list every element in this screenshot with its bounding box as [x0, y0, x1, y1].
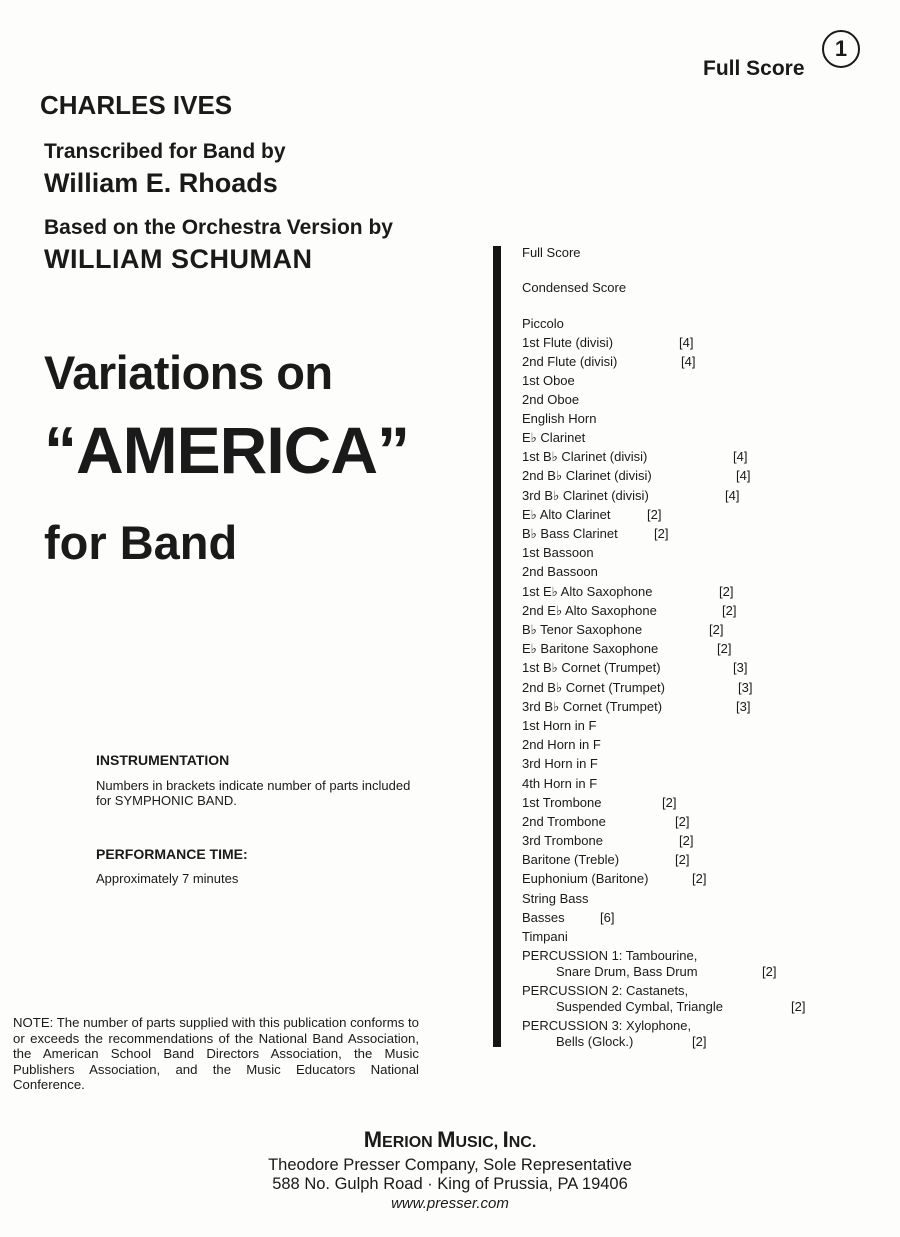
- instrument-label: PERCUSSION 3: Xylophone,: [522, 1018, 692, 1033]
- instrument-label-continuation: Suspended Cymbal, Triangle: [556, 999, 723, 1014]
- instrument-label: String Bass: [522, 891, 589, 906]
- instrument-label: 1st B♭ Cornet (Trumpet): [522, 660, 661, 675]
- instrument-item: [522, 929, 568, 948]
- instrumentation-heading: INSTRUMENTATION: [96, 752, 230, 768]
- instrument-item: [522, 280, 626, 299]
- instrument-item: [522, 948, 777, 979]
- instrument-item: [522, 1018, 707, 1049]
- instrument-item: [522, 507, 662, 526]
- instrument-label: 1st Trombone: [522, 795, 602, 810]
- instrument-item: [522, 411, 596, 430]
- instrument-item: [522, 699, 751, 718]
- instrument-item: [522, 545, 594, 564]
- page-number-badge: 1: [822, 30, 860, 68]
- instrument-label: 1st Horn in F: [522, 718, 597, 733]
- based-on-label: Based on the Orchestra Version by: [44, 216, 393, 239]
- part-count: [2]: [675, 814, 690, 829]
- instrument-label: 1st Bassoon: [522, 545, 594, 560]
- instrument-label: 3rd B♭ Cornet (Trumpet): [522, 699, 663, 714]
- instrument-label: 2nd Oboe: [522, 392, 580, 407]
- instrument-label: Euphonium (Baritone): [522, 871, 649, 886]
- instrument-item: [522, 526, 669, 545]
- instrument-item: [522, 680, 753, 699]
- part-count: [4]: [733, 449, 748, 464]
- instrument-label: Piccolo: [522, 316, 564, 331]
- part-count: [6]: [600, 910, 615, 925]
- instrument-label: 2nd Trombone: [522, 814, 606, 829]
- instrument-label: 3rd Horn in F: [522, 756, 598, 771]
- arranger-name: William E. Rhoads: [44, 168, 278, 198]
- instrument-label: 2nd Flute (divisi): [522, 354, 618, 369]
- instrument-label: B♭ Tenor Saxophone: [522, 622, 643, 637]
- divider-bar: [493, 246, 501, 1047]
- part-count: [2]: [722, 603, 737, 618]
- part-count: [4]: [725, 488, 740, 503]
- instrument-item: [522, 622, 724, 641]
- instrument-label: 2nd B♭ Clarinet (divisi): [522, 468, 652, 483]
- instrument-label: E♭ Clarinet: [522, 430, 586, 445]
- instrument-label: 4th Horn in F: [522, 776, 598, 791]
- instrument-item: [522, 430, 585, 449]
- performance-time-text: Approximately 7 minutes: [96, 871, 239, 886]
- part-count: [4]: [736, 468, 751, 483]
- instrument-label: 1st E♭ Alto Saxophone: [522, 584, 653, 599]
- instrument-label: 2nd B♭ Cornet (Trumpet): [522, 680, 665, 695]
- publisher-name: MERION MUSIC, INC.: [363, 1127, 537, 1152]
- instrument-item: [522, 871, 707, 890]
- instrument-label: 2nd Bassoon: [522, 564, 598, 579]
- instrument-item: [522, 373, 575, 392]
- title-line-1: Variations on: [44, 346, 333, 399]
- orchestrator-name: WILLIAM SCHUMAN: [44, 244, 313, 274]
- instrument-item: [522, 891, 588, 910]
- instrumentation-text: Numbers in brackets indicate number of parts included for SYMPHONIC BAND.: [96, 778, 411, 808]
- instrument-label: 3rd B♭ Clarinet (divisi): [522, 488, 649, 503]
- instrument-label: 1st Oboe: [522, 373, 575, 388]
- instrument-label: PERCUSSION 1: Tambourine,: [522, 948, 698, 963]
- publisher-representative: Theodore Presser Company, Sole Representative: [268, 1156, 632, 1174]
- part-count: [2]: [662, 795, 677, 810]
- part-count: [3]: [736, 699, 751, 714]
- publisher-address: 588 No. Gulph Road · King of Prussia, PA 19406: [272, 1175, 628, 1193]
- instrument-item: [522, 564, 598, 583]
- part-count: [2]: [675, 852, 690, 867]
- part-count: [2]: [679, 833, 694, 848]
- instrument-label: English Horn: [522, 411, 597, 426]
- part-count: [2]: [692, 871, 707, 886]
- part-count: [2]: [719, 584, 734, 599]
- transcribed-label: Transcribed for Band by: [44, 140, 286, 163]
- instrument-item: [522, 983, 806, 1014]
- instrument-item: [522, 660, 748, 679]
- part-count: [2]: [709, 622, 724, 637]
- instrument-item: [522, 910, 615, 929]
- instrument-item: [522, 718, 596, 737]
- instrument-label: Timpani: [522, 929, 568, 944]
- instrument-item: [522, 335, 694, 354]
- part-count: [2]: [692, 1034, 707, 1049]
- instrument-item: [522, 468, 751, 487]
- instrument-item: [522, 776, 597, 795]
- instrument-label: E♭ Baritone Saxophone: [522, 641, 659, 656]
- instrument-item: [522, 449, 748, 468]
- score-type-label: Full Score: [703, 57, 805, 80]
- instrument-item: [522, 603, 737, 622]
- part-count: [2]: [647, 507, 662, 522]
- instrument-item: [522, 814, 690, 833]
- parts-note: NOTE: The number of parts supplied with this publication conforms to or exceeds the recommendations of the National Band Association, the American School Band Directors Association, the Music Publishers Association, and the Music Educators National Conference.: [13, 1015, 419, 1092]
- part-count: [2]: [654, 526, 669, 541]
- instrument-item: [522, 354, 696, 373]
- part-count: [2]: [791, 999, 806, 1014]
- instrument-label: 1st Flute (divisi): [522, 335, 614, 350]
- performance-time-heading: PERFORMANCE TIME:: [96, 846, 248, 862]
- instrument-label: Condensed Score: [522, 280, 627, 295]
- instrument-item: [522, 392, 579, 411]
- instrument-label: 1st B♭ Clarinet (divisi): [522, 449, 648, 464]
- instrument-label: PERCUSSION 2: Castanets,: [522, 983, 689, 998]
- instrument-label: Baritone (Treble): [522, 852, 620, 867]
- instrument-label: 2nd E♭ Alto Saxophone: [522, 603, 657, 618]
- instrument-item: [522, 584, 734, 603]
- title-line-2: “AMERICA”: [44, 413, 409, 487]
- instrument-label: Basses: [522, 910, 565, 925]
- part-count: [2]: [762, 964, 777, 979]
- instrument-item: [522, 737, 601, 756]
- composer-name: CHARLES IVES: [40, 90, 233, 120]
- part-count: [3]: [738, 680, 753, 695]
- instrument-label: E♭ Alto Clarinet: [522, 507, 611, 522]
- instrument-item: [522, 833, 694, 852]
- part-count: [2]: [717, 641, 732, 656]
- part-count: [4]: [679, 335, 694, 350]
- instrument-item: [522, 245, 581, 264]
- part-count: [4]: [681, 354, 696, 369]
- instrument-item: [522, 316, 564, 335]
- instrument-item: [522, 795, 677, 814]
- instrument-label: 3rd Trombone: [522, 833, 603, 848]
- instrument-item: [522, 756, 598, 775]
- part-count: [3]: [733, 660, 748, 675]
- title-line-3: for Band: [44, 516, 238, 569]
- publisher-website-link[interactable]: www.presser.com: [391, 1195, 509, 1212]
- instrument-label-continuation: Snare Drum, Bass Drum: [556, 964, 698, 979]
- instrument-item: [522, 488, 740, 507]
- instrument-label: 2nd Horn in F: [522, 737, 601, 752]
- instrument-label: B♭ Bass Clarinet: [522, 526, 618, 541]
- instrument-item: [522, 641, 732, 660]
- instrument-label-continuation: Bells (Glock.): [556, 1034, 634, 1049]
- instrument-label: Full Score: [522, 245, 581, 260]
- instrument-item: [522, 852, 690, 871]
